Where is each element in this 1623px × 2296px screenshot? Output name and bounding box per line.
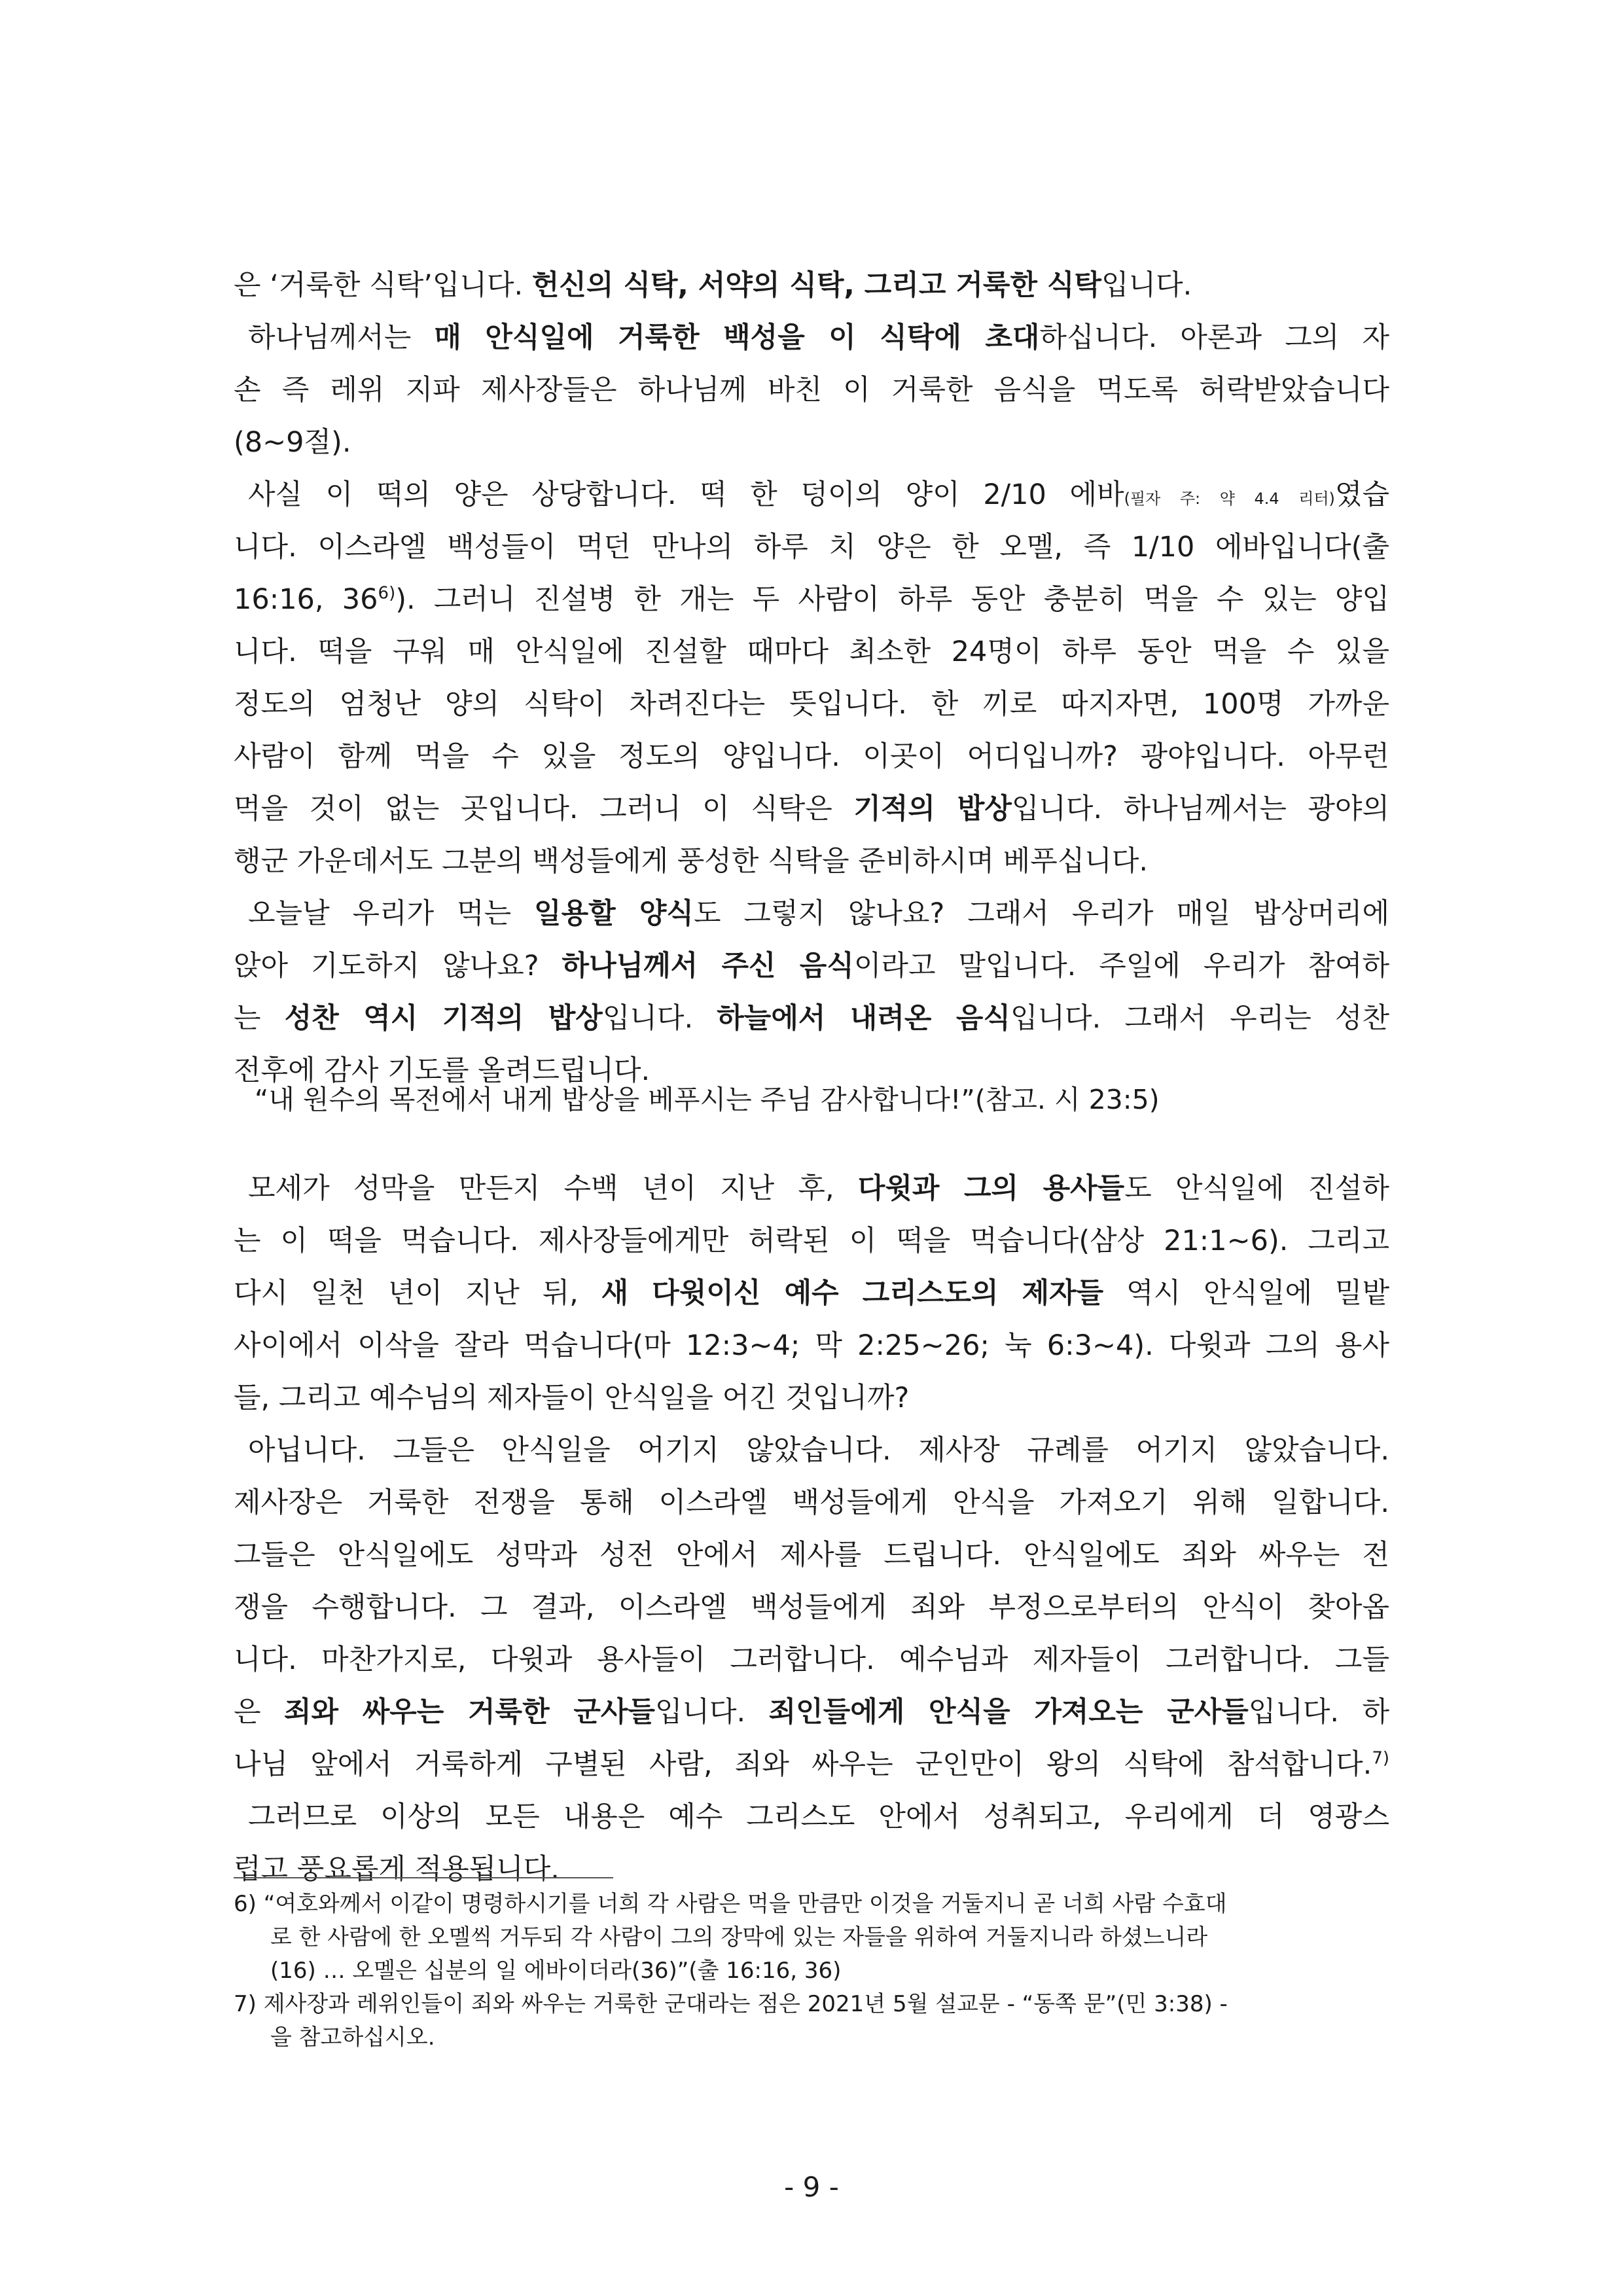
- text-line: (8~9절).: [234, 426, 351, 459]
- scripture-quote: “내 원수의 목전에서 내게 밥상을 베푸시는 주님 감사합니다!”(참고. 시 23:5): [255, 1084, 1160, 1115]
- text-line: 다시 일천 년이 지난 뒤, 새 다윗이신 예수 그리스도의 제자들 역시 안식일에 밀밭: [234, 1277, 1389, 1310]
- footnote-6-line: 로 한 사람에 한 오멜씩 거두되 각 사람이 그의 장막에 있는 자들을 위하여 거둘지니라 하셨느니라: [270, 1924, 1208, 1950]
- footnote-divider: [234, 1877, 613, 1878]
- footnote-7-line: 7) 제사장과 레위인들이 죄와 싸우는 거룩한 군대라는 점은 2021년 5월 설교문 - “동쪽 문”(민 3:38) -: [234, 1991, 1228, 2017]
- footnote-ref-7[interactable]: 7): [1372, 1748, 1389, 1768]
- text-line: 니다. 마찬가지로, 다윗과 용사들이 그러합니다. 예수님과 제자들이 그러합니다. 그들: [234, 1643, 1389, 1676]
- page-number: - 9 -: [784, 2171, 839, 2203]
- text-line: 그러므로 이상의 모든 내용은 예수 그리스도 안에서 성취되고, 우리에게 더 영광스: [248, 1801, 1389, 1833]
- text-line: 들, 그리고 예수님의 제자들이 안식일을 어긴 것입니까?: [234, 1382, 910, 1414]
- text-line: 아닙니다. 그들은 안식일을 어기지 않았습니다. 제사장 규례를 어기지 않았습니다.: [248, 1434, 1389, 1467]
- text-line: 제사장은 거룩한 전쟁을 통해 이스라엘 백성들에게 안식을 가져오기 위해 일합니다.: [234, 1486, 1389, 1519]
- text-line: 전후에 감사 기도를 올려드립니다.: [234, 1054, 651, 1087]
- text-line: 행군 가운데서도 그분의 백성들에게 풍성한 식탁을 준비하시며 베푸십니다.: [234, 845, 1149, 878]
- text-line: 나님 앞에서 거룩하게 구별된 사람, 죄와 싸우는 군인만이 왕의 식탁에 참석합니다.$^{7)}$: [234, 1748, 1389, 1781]
- text-line: 정도의 엄청난 양의 식탁이 차려진다는 뜻입니다. 한 끼로 따지자면, 100명 가까운: [234, 688, 1389, 721]
- text-line: 는 성찬 역시 기적의 밥상입니다. 하늘에서 내려온 음식입니다. 그래서 우리는 성찬: [234, 1002, 1389, 1035]
- text-line: 16:16, 36$^{6)}$). 그러니 진설병 한 개는 두 사람이 하루 동안 충분히 먹을 수 있는 양입: [234, 583, 1389, 616]
- footnote-6-line: 6) “여호와께서 이같이 명령하시기를 너희 각 사람은 먹을 만큼만 이것을 거둘지니 곧 너희 사람 수효대: [234, 1891, 1227, 1917]
- text-line: 사실 이 떡의 양은 상당합니다. 떡 한 덩이의 양이 2/10 에바(필자 주: 약 4.4 리터)였습: [248, 478, 1389, 511]
- text-line: 럽고 풍요롭게 적용됩니다.: [234, 1853, 560, 1886]
- text-line: 은 죄와 싸우는 거룩한 군사들입니다. 죄인들에게 안식을 가져오는 군사들입니다. 하: [234, 1696, 1389, 1729]
- body-text-bottom: [234, 1162, 1389, 1895]
- text-line: 은 ‘거룩한 식탁’입니다. 헌신의 식탁, 서약의 식탁, 그리고 거룩한 식탁입니다.: [234, 269, 1192, 302]
- text-line: 사람이 함께 먹을 수 있을 정도의 양입니다. 이곳이 어디입니까? 광야입니다. 아무런: [234, 740, 1389, 773]
- text-line: 하나님께서는 매 안식일에 거룩한 백성을 이 식탁에 초대하십니다. 아론과 그의 자: [248, 321, 1389, 354]
- text-line: 먹을 것이 없는 곳입니다. 그러니 이 식탁은 기적의 밥상입니다. 하나님께서는 광야의: [234, 793, 1389, 825]
- text-line: 쟁을 수행합니다. 그 결과, 이스라엘 백성들에게 죄와 부정으로부터의 안식이 찾아옵: [234, 1591, 1389, 1624]
- footnote-6-line: (16) … 오멜은 십분의 일 에바이더라(36)”(출 16:16, 36): [270, 1958, 842, 1984]
- footnotes: [234, 1888, 1389, 2054]
- text-line: 는 이 떡을 먹습니다. 제사장들에게만 허락된 이 떡을 먹습니다(삼상 21:1~6). 그리고: [234, 1225, 1389, 1257]
- text-line: 니다. 이스라엘 백성들이 먹던 만나의 하루 치 양은 한 오멜, 즉 1/10 에바입니다(출: [234, 531, 1389, 564]
- body-text-top: [234, 259, 1389, 1097]
- author-note: (필자 주: 약 4.4 리터): [1124, 490, 1335, 508]
- text-line: 모세가 성막을 만든지 수백 년이 지난 후, 다윗과 그의 용사들도 안식일에 진설하: [248, 1172, 1389, 1205]
- text-line: 니다. 떡을 구워 매 안식일에 진설할 때마다 최소한 24명이 하루 동안 먹을 수 있을: [234, 636, 1389, 668]
- text-line: 앉아 기도하지 않나요? 하나님께서 주신 음식이라고 말입니다. 주일에 우리가 참여하: [234, 950, 1389, 982]
- text-line: 그들은 안식일에도 성막과 성전 안에서 제사를 드립니다. 안식일에도 죄와 싸우는 전: [234, 1539, 1389, 1571]
- footnote-ref-6[interactable]: 6): [378, 583, 396, 603]
- text-line: 손 즉 레위 지파 제사장들은 하나님께 바친 이 거룩한 음식을 먹도록 허락받았습니다: [234, 374, 1389, 406]
- text-line: 사이에서 이삭을 잘라 먹습니다(마 12:3~4; 막 2:25~26; 눅 6:3~4). 다윗과 그의 용사: [234, 1329, 1389, 1362]
- text-line: 오늘날 우리가 먹는 일용할 양식도 그렇지 않나요? 그래서 우리가 매일 밥상머리에: [248, 897, 1389, 930]
- footnote-7-line: 을 참고하십시오.: [270, 2024, 435, 2051]
